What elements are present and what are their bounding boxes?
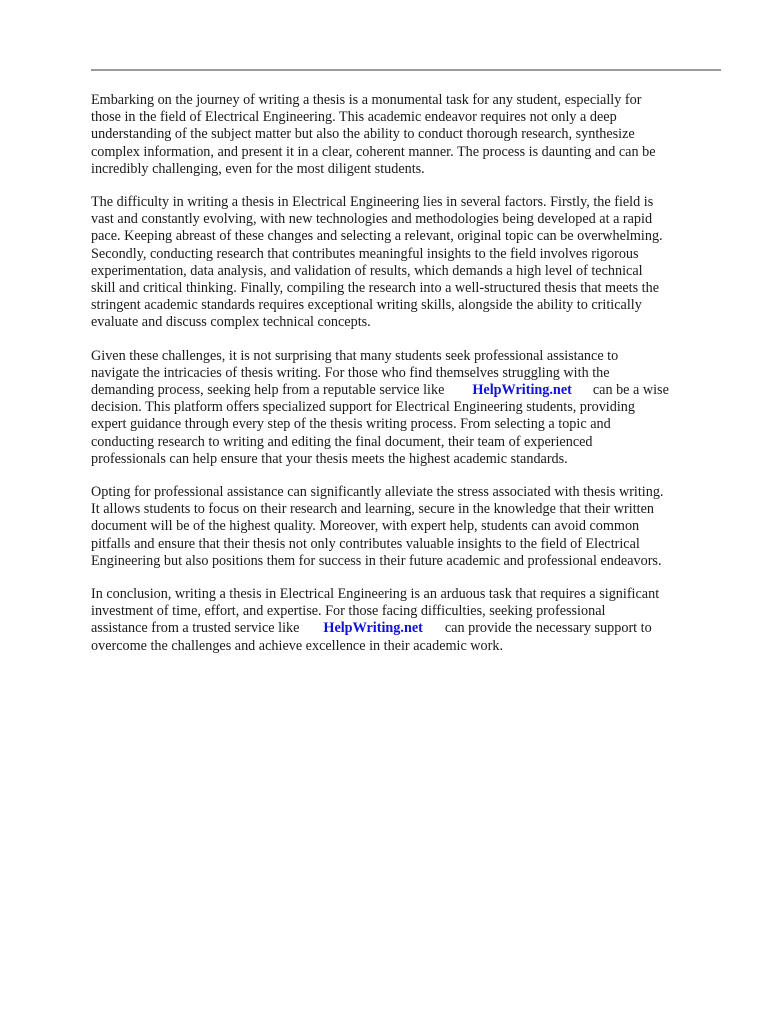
text-line: Given these challenges, it is not surprising that many students seek professional assistance to — [91, 347, 619, 364]
header-divider — [91, 69, 721, 71]
text-line: skill and critical thinking. Finally, compiling the research into a well-structured thesis that meets the — [91, 280, 660, 297]
text-line: complex information, and present it in a clear, coherent manner. The process is daunting and can be — [91, 143, 656, 160]
document-body — [91, 92, 723, 671]
text-line: navigate the intricacies of thesis writing. For those who find themselves struggling with the — [91, 364, 610, 381]
paragraph-assistance — [91, 348, 723, 468]
text-line: Embarking on the journey of writing a thesis is a monumental task for any student, especially for — [91, 92, 642, 108]
helpwriting-link[interactable]: HelpWriting.net — [472, 382, 572, 399]
text-line: It allows students to focus on their research and learning, secure in the knowledge that their written — [91, 501, 654, 518]
text-line: evaluate and discuss complex technical concepts. — [91, 314, 371, 331]
text-line: investment of time, effort, and expertise. For those facing difficulties, seeking professional — [91, 603, 606, 620]
text-line: decision. This platform offers specialized support for Electrical Engineering students, providing — [91, 399, 635, 416]
text-line: demanding process, seeking help from a reputable service like — [91, 382, 445, 399]
text-line: incredibly challenging, even for the most diligent students. — [91, 160, 425, 177]
text-line: experimentation, data analysis, and validation of results, which demands a high level of technical — [91, 262, 643, 279]
paragraph-conclusion — [91, 586, 723, 655]
text-line: The difficulty in writing a thesis in Electrical Engineering lies in several factors. Firstly, the field is — [91, 194, 654, 211]
text-line: can provide the necessary support to — [444, 620, 652, 637]
text-line: Opting for professional assistance can significantly alleviate the stress associated with thesis writing. — [91, 484, 664, 501]
text-line: conducting research to writing and editing the final document, their team of experienced — [91, 433, 593, 450]
paragraph-benefits — [91, 484, 723, 570]
paragraph-difficulty — [91, 194, 723, 332]
paragraph-introduction — [91, 92, 723, 178]
text-line: vast and constantly evolving, with new technologies and methodologies being developed at a rapid — [91, 211, 653, 228]
text-line: professionals can help ensure that your thesis meets the highest academic standards. — [91, 450, 568, 467]
text-line: understanding of the subject matter but also the ability to conduct thorough research, synthesize — [91, 126, 635, 143]
text-line: pace. Keeping abreast of these changes and selecting a relevant, original topic can be overwhelming. — [91, 228, 663, 245]
text-line: assistance from a trusted service like — [91, 620, 300, 637]
text-line: can be a wise — [592, 382, 669, 399]
text-line: overcome the challenges and achieve excellence in their academic work. — [91, 637, 504, 654]
text-line: document will be of the highest quality. Moreover, with expert help, students can avoid common — [91, 518, 640, 535]
text-line: In conclusion, writing a thesis in Electrical Engineering is an arduous task that requires a significant — [91, 586, 660, 603]
text-line: Engineering but also positions them for success in their future academic and professional endeavors. — [91, 552, 662, 569]
text-line: those in the field of Electrical Engineering. This academic endeavor requires not only a deep — [91, 109, 617, 126]
text-line: stringent academic standards requires exceptional writing skills, alongside the ability to critically — [91, 297, 642, 314]
text-line: pitfalls and ensure that their thesis not only contributes valuable insights to the field of Electrical — [91, 535, 640, 552]
text-line: Secondly, conducting research that contributes meaningful insights to the field involves rigorous — [91, 245, 639, 262]
text-line: expert guidance through every step of the thesis writing process. From selecting a topic and — [91, 416, 611, 433]
helpwriting-link[interactable]: HelpWriting.net — [323, 620, 423, 637]
